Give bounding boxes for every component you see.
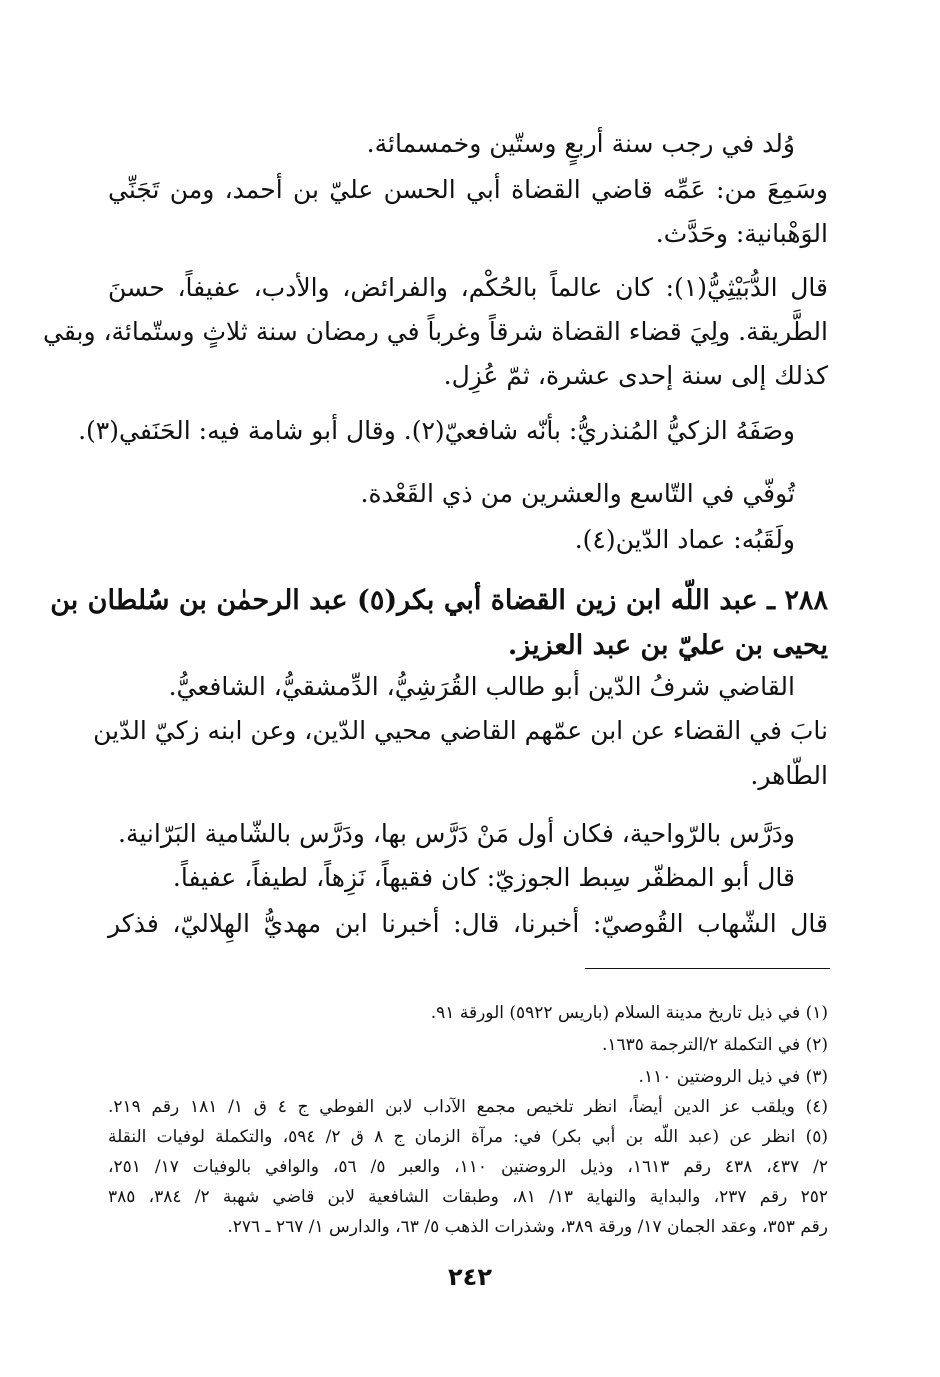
body-line: القاضي شرفُ الدّين أبو طالب القُرَشِيُّ، الدِّمشقيُّ، الشافعيُّ.	[168, 672, 795, 701]
footnote-continuation: ٢٥٢ رقم ٢٣٧، والبداية والنهاية ١٣/ ٨١، وطبقات الشافعية لابن قاضي شهبة ٢/ ٣٨٤، ٣٨٥	[108, 1187, 828, 1207]
body-line: قال الشّهاب القُوصيّ: أخبرنا، قال: أخبرنا ابن مهديُّ الهِلاليّ، فذكر	[108, 909, 828, 938]
footnote: (٢) في التكملة ٢/الترجمة ١٦٣٥.	[602, 1035, 828, 1055]
footnote: (٥) انظر عن (عبد اللّه بن أبي بكر) في: مرآة الزمان ج ٨ ق ٢/ ٥٩٤، والتكملة لوفيات النقلة	[108, 1127, 828, 1147]
body-line: قال أبو المظفّر سِبط الجوزيّ: كان فقيهاً، نَزِهاً، لطيفاً، عفيفاً.	[172, 863, 795, 892]
body-line: ودَرَّس بالرّواحية، فكان أول مَنْ دَرَّس بها، ودَرَّس بالشّامية البَرّانية.	[118, 819, 795, 848]
entry-heading: ٢٨٨ ـ عبد اللّه ابن زين القضاة أبي بكر(٥) عبد الرحمٰن بن سُلطان بن	[50, 585, 828, 616]
body-line: وصَفَهُ الزكيُّ المُنذريُّ: بأنّه شافعيّ(٢). وقال أبو شامة فيه: الحَنَفي(٣).	[78, 416, 795, 445]
body-line: نابَ في القضاء عن ابن عمّهم القاضي محيي الدّين، وعن ابنه زكيّ الدّين	[93, 716, 828, 745]
footnote-continuation: رقم ٣٥٣، وعقد الجمان ١٧/ ورقة ٣٨٩، وشذرات الذهب ٥/ ٦٣، والدارس ١/ ٢٦٧ ـ ٢٧٦.	[227, 1217, 828, 1237]
body-line: ولَقَبُه: عماد الدّين(٤).	[574, 525, 795, 554]
footnote-continuation: ٢/ ٤٣٧، ٤٣٨ رقم ١٦١٣، وذيل الروضتين ١١٠، والعبر ٥/ ٥٦، والوافي بالوفيات ١٧/ ٢٥١،	[108, 1157, 828, 1177]
page-number: ٢٤٢	[448, 1263, 492, 1291]
body-line: الوَهْبانية: وحَدَّث.	[655, 219, 828, 248]
body-line: الطَّريقة. ولِيَ قضاء القضاة شرقاً وغرباً في رمضان سنة ثلاثٍ وستّمائة، وبقي	[43, 317, 828, 346]
body-line: الطّاهر.	[750, 761, 828, 790]
body-line: قال الدُّبَيْثِيُّ(١): كان عالماً بالحُكْم، والفرائض، والأدب، عفيفاً، حسنَ	[108, 273, 828, 302]
footnote: (١) في ذيل تاريخ مدينة السلام (باريس ٥٩٢٢) الورقة ٩١.	[430, 1003, 828, 1023]
entry-heading: يحيى بن عليّ بن عبد العزيز.	[507, 630, 828, 661]
body-line: وسَمِعَ من: عَمِّه قاضي القضاة أبي الحسن عليّ بن أحمد، ومن تَجَنِّي	[108, 175, 828, 204]
footnote: (٤) ويلقب عز الدين أيضاً، انظر تلخيص مجمع الآداب لابن الفوطي ج ٤ ق ١/ ١٨١ رقم ٢١٩.	[108, 1097, 829, 1117]
footnote-separator	[585, 968, 830, 969]
footnote: (٣) في ذيل الروضتين ١١٠.	[638, 1067, 828, 1087]
body-line: وُلد في رجب سنة أربعٍ وستّين وخمسمائة.	[366, 129, 795, 158]
body-line: كذلك إلى سنة إحدى عشرة، ثمّ عُزِل.	[443, 361, 828, 390]
body-line: تُوفّي في التّاسع والعشرين من ذي القَعْدة.	[360, 479, 795, 508]
